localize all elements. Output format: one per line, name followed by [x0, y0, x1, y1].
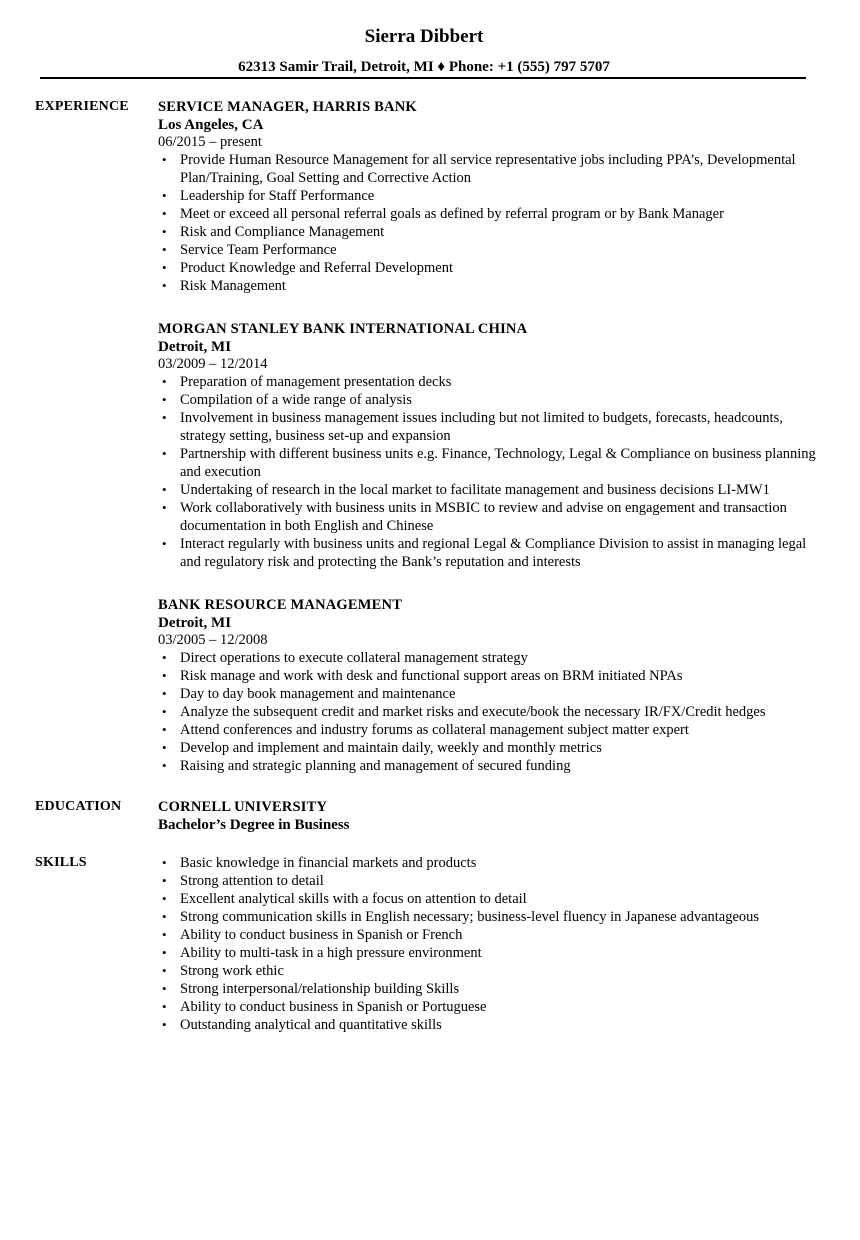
- education-entry: [158, 798, 818, 834]
- job-bullet: • Work collaboratively with business units in MSBIC to review and advise on engagement and transaction documentation in both English and Chinese: [158, 499, 818, 535]
- job-title: SERVICE MANAGER, HARRIS BANK: [158, 99, 417, 115]
- job-bullet-list: [158, 649, 818, 775]
- job-bullet: • Preparation of management presentation decks: [158, 373, 818, 391]
- job-bullet: • Day to day book management and maintenance: [158, 685, 818, 703]
- job-bullet: • Provide Human Resource Management for all service representative jobs including PPA’s, Developmental Plan/Training, Goal Setting and Corrective Action: [158, 151, 818, 187]
- job-bullet: • Service Team Performance: [158, 241, 818, 259]
- skill-item: • Strong communication skills in English necessary; business-level fluency in Japanese advantageous: [158, 908, 818, 926]
- skill-item: • Ability to conduct business in Spanish or French: [158, 926, 818, 944]
- job-entry: [158, 320, 818, 571]
- skill-item: • Strong interpersonal/relationship building Skills: [158, 980, 818, 998]
- job-bullet: • Involvement in business management issues including but not limited to budgets, forecasts, headcounts, strategy setting, business set-up and expansion: [158, 409, 818, 445]
- skill-item: • Excellent analytical skills with a focus on attention to detail: [158, 890, 818, 908]
- job-dates: 03/2009 – 12/2014: [158, 356, 268, 372]
- job-bullet: • Partnership with different business units e.g. Finance, Technology, Legal & Compliance on business planning and execution: [158, 445, 818, 481]
- job-bullet: • Interact regularly with business units and regional Legal & Compliance Division to assist in managing legal and regulatory risk and protecting the Bank’s reputation and interests: [158, 535, 818, 571]
- job-bullet: • Undertaking of research in the local market to facilitate management and business decisions LI-MW1: [158, 481, 818, 499]
- job-bullet: • Raising and strategic planning and management of secured funding: [158, 757, 818, 775]
- job-bullet: • Direct operations to execute collateral management strategy: [158, 649, 818, 667]
- job-dates: 06/2015 – present: [158, 134, 262, 150]
- job-bullet: • Meet or exceed all personal referral goals as defined by referral program or by Bank Manager: [158, 205, 818, 223]
- skill-item: • Ability to conduct business in Spanish or Portuguese: [158, 998, 818, 1016]
- experience-list: [158, 98, 818, 775]
- job-location: Detroit, MI: [158, 339, 232, 355]
- candidate-name: Sierra Dibbert: [364, 26, 484, 47]
- job-dates: 03/2005 – 12/2008: [158, 632, 268, 648]
- skill-item: • Strong attention to detail: [158, 872, 818, 890]
- section-label-education: EDUCATION: [35, 799, 122, 814]
- job-location: Los Angeles, CA: [158, 117, 264, 133]
- skill-item: • Strong work ethic: [158, 962, 818, 980]
- header-divider: [40, 77, 806, 79]
- job-bullet: • Analyze the subsequent credit and market risks and execute/book the necessary IR/FX/Credit hedges: [158, 703, 818, 721]
- skill-item: • Ability to multi-task in a high pressure environment: [158, 944, 818, 962]
- job-bullet: • Compilation of a wide range of analysis: [158, 391, 818, 409]
- skill-item: • Basic knowledge in financial markets and products: [158, 854, 818, 872]
- skills-list-wrapper: [158, 854, 818, 1034]
- section-label-skills: SKILLS: [35, 855, 87, 870]
- job-bullet: • Attend conferences and industry forums as collateral management subject matter expert: [158, 721, 818, 739]
- job-location: Detroit, MI: [158, 615, 232, 631]
- job-bullet: • Leadership for Staff Performance: [158, 187, 818, 205]
- school-name: CORNELL UNIVERSITY: [158, 799, 328, 815]
- job-entry: [158, 596, 818, 775]
- job-bullet-list: [158, 373, 818, 571]
- skills-list: [158, 854, 818, 1034]
- job-title: MORGAN STANLEY BANK INTERNATIONAL CHINA: [158, 321, 528, 337]
- job-bullet: • Develop and implement and maintain daily, weekly and monthly metrics: [158, 739, 818, 757]
- job-bullet: • Risk Management: [158, 277, 818, 295]
- job-bullet: • Product Knowledge and Referral Development: [158, 259, 818, 277]
- job-bullet: • Risk and Compliance Management: [158, 223, 818, 241]
- contact-line: 62313 Samir Trail, Detroit, MI ♦ Phone: +1 (555) 797 5707: [238, 59, 610, 75]
- skill-item: • Outstanding analytical and quantitative skills: [158, 1016, 818, 1034]
- job-bullet: • Risk manage and work with desk and functional support areas on BRM initiated NPAs: [158, 667, 818, 685]
- job-bullet-list: [158, 151, 818, 295]
- section-label-experience: EXPERIENCE: [35, 99, 129, 114]
- job-title: BANK RESOURCE MANAGEMENT: [158, 597, 403, 613]
- degree: Bachelor’s Degree in Business: [158, 817, 350, 833]
- job-entry: [158, 98, 818, 295]
